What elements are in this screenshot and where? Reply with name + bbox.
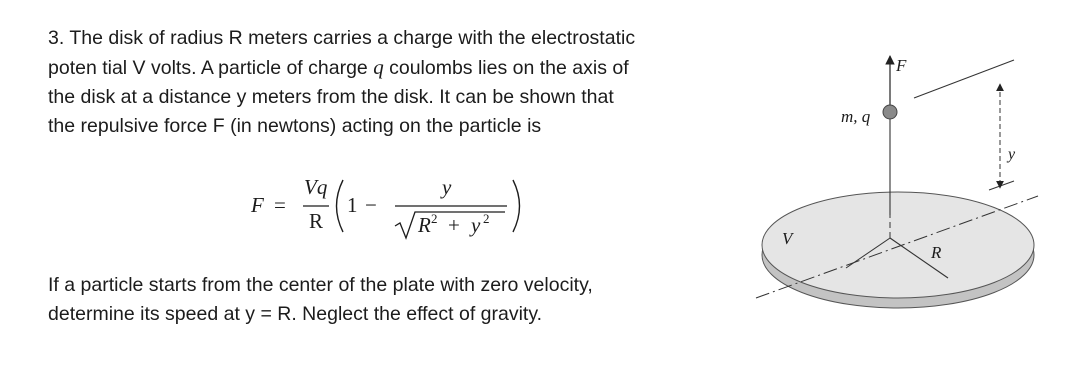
problem-line-4: the repulsive force F (in newtons) acting on the particle is xyxy=(48,115,542,137)
radicand-R-exponent: 2 xyxy=(431,211,438,226)
equation-one: 1 xyxy=(347,193,358,217)
left-paren xyxy=(337,180,344,232)
disk-body xyxy=(762,192,1034,308)
disk-top-surface xyxy=(762,192,1034,298)
equation-lhs: F xyxy=(251,193,264,217)
problem-number: 3. xyxy=(48,27,65,49)
particle-label: m, q xyxy=(841,107,871,126)
radicand-y-exponent: 2 xyxy=(483,211,490,226)
closing-line-1: If a particle starts from the center of the plate with zero velocity, xyxy=(48,274,593,296)
closing-paragraph xyxy=(48,271,738,329)
fraction-numerator: Vq xyxy=(304,175,328,199)
dimension-extension-bottom xyxy=(989,181,1014,190)
disk-diagram xyxy=(752,40,1042,360)
potential-label: V xyxy=(782,229,793,248)
radicand-R: R xyxy=(418,213,431,237)
equation-minus: − xyxy=(365,193,377,217)
problem-line-3: the disk at a distance y meters from the disk. It can be shown that xyxy=(48,86,614,108)
inner-numerator: y xyxy=(442,175,452,199)
radius-label: R xyxy=(931,243,942,262)
charge-symbol: q xyxy=(373,55,384,79)
problem-paragraph xyxy=(48,24,738,141)
fraction-denominator: R xyxy=(309,209,324,233)
disk-figure xyxy=(752,40,1042,360)
force-equation xyxy=(245,168,545,248)
radicand-y: y xyxy=(471,213,481,237)
particle-marker xyxy=(883,105,897,119)
closing-text xyxy=(48,271,738,329)
problem-line-1: 3. The disk of radius R meters carries a charge with the electrostatic xyxy=(48,27,636,49)
equation-graphic xyxy=(245,168,545,248)
equation-equals: = xyxy=(274,193,286,217)
radicand-plus: + xyxy=(448,213,460,237)
right-paren xyxy=(513,180,520,232)
closing-line-2: determine its speed at y = R. Neglect the effect of gravity. xyxy=(48,303,543,325)
dimension-extension-top xyxy=(914,60,1014,98)
force-label: F xyxy=(896,56,907,75)
problem-line-2: poten tial V volts. A particle of charge q coulombs lies on the axis of xyxy=(48,55,629,79)
distance-label: y xyxy=(1008,146,1016,163)
problem-text xyxy=(48,24,738,141)
